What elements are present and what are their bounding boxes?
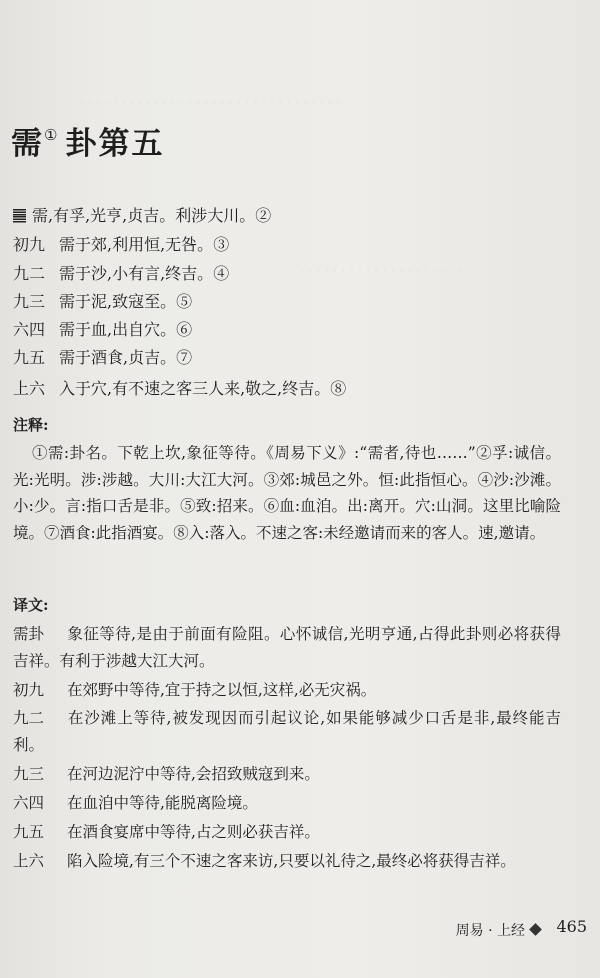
yao-line: 初九 需于郊,利用恒,无咎。③ xyxy=(13,235,230,254)
running-footer: 周易 · 上经 xyxy=(456,920,548,940)
translation-item: 需卦 象征等待,是由于前面有险阻。心怀诚信,光明亨通,占得此卦则必将获得吉祥。有利于涉越大江大河。 xyxy=(13,625,561,670)
translation-item: 九三 在河边泥泞中等待,会招致贼寇到来。 xyxy=(13,765,320,783)
notes-paragraph: ①需:卦名。下乾上坎,象征等待。《周易下义》:“需者,待也……”②孚:诚信。光:光明。涉:涉越。大川:大江大河。③郊:城邑之外。恒:此指恒心。④沙:沙滩。小:少。言:指口舌是非。⑤致:招来。⑥血:血洎。出:离开。穴:山洞。这里比喻险境。⑦酒食:此指酒宴。⑧入:落入。不速之客:未经邀请而来的客人。速,邀请。 xyxy=(13,444,561,542)
yao-line: 上六 入于穴,有不速之客三人来,敬之,终吉。⑧ xyxy=(13,379,347,398)
translation-item: 九二 在沙滩上等待,被发现因而引起议论,如果能够减少口舌是非,最终能吉利。 xyxy=(13,709,561,754)
hexagram-line: 需,有孚,光亨,贞吉。利涉大川。② xyxy=(13,203,271,226)
notes-heading: 注释: xyxy=(13,416,49,434)
page-number: 465 xyxy=(556,917,587,936)
yao-line: 六四 需于血,出自穴。⑥ xyxy=(13,320,193,339)
translation-item: 初九 在郊野中等待,宜于持之以恒,这样,必无灾祸。 xyxy=(13,681,377,699)
translation-heading: 译文: xyxy=(13,596,49,614)
chapter-title: 需① 卦第五 xyxy=(11,126,165,162)
yao-line: 九三 需于泥,致寇至。⑤ xyxy=(13,292,193,311)
diamond-ornament-icon xyxy=(529,923,542,936)
bleed-through-text: . . . . . . . . . . . . . . . . . . . . . . . . . . . . . . . . xyxy=(80,92,341,107)
translation-item: 六四 在血洎中等待,能脱离险境。 xyxy=(13,794,258,812)
bleed-through-text: . . . . . . . . . . . . . . . . . . . . xyxy=(300,260,462,275)
translation-item: 上六 陷入险境,有三个不速之客来访,只要以礼待之,最终必将获得吉祥。 xyxy=(13,852,516,870)
yao-line: 九五 需于酒食,贞吉。⑦ xyxy=(13,348,193,367)
translation-item: 九五 在酒食宴席中等待,占之则必获吉祥。 xyxy=(13,823,320,841)
hexagram-icon xyxy=(13,209,26,223)
yao-line: 九二 需于沙,小有言,终吉。④ xyxy=(13,264,230,283)
